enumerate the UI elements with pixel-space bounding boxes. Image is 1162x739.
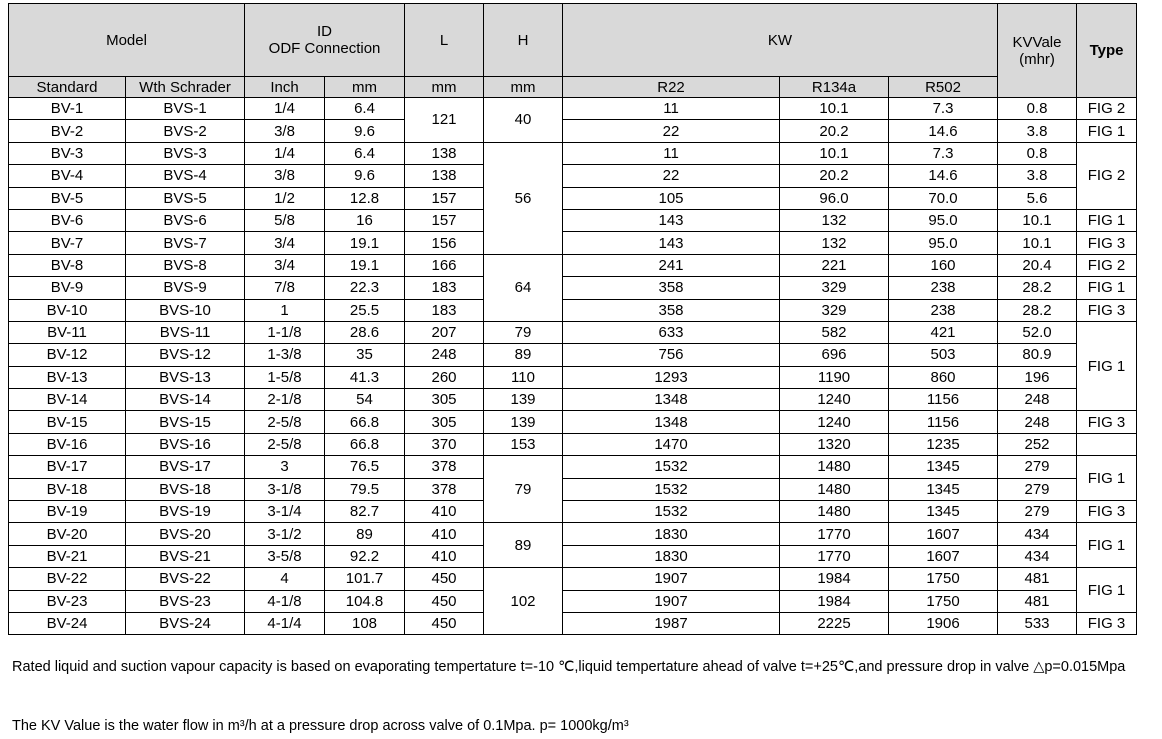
table-row bbox=[9, 254, 1137, 276]
cell-r134a: 1984 bbox=[780, 590, 889, 612]
cell-mm: 54 bbox=[325, 389, 405, 411]
cell-schrader: BVS-15 bbox=[126, 411, 245, 433]
header-model: Model bbox=[9, 4, 245, 77]
cell-kv: 481 bbox=[998, 590, 1077, 612]
table-row bbox=[9, 411, 1137, 433]
cell-r502: 503 bbox=[889, 344, 998, 366]
cell-r134a: 10.1 bbox=[780, 98, 889, 120]
cell-mm: 101.7 bbox=[325, 568, 405, 590]
header-h: H bbox=[484, 4, 563, 77]
table-row bbox=[9, 433, 1137, 455]
cell-inch: 3 bbox=[245, 456, 325, 478]
cell-r502: 1345 bbox=[889, 501, 998, 523]
cell-r134a: 1240 bbox=[780, 411, 889, 433]
cell-standard: BV-12 bbox=[9, 344, 126, 366]
cell-schrader: BVS-24 bbox=[126, 612, 245, 634]
cell-r502: 1156 bbox=[889, 389, 998, 411]
table-row bbox=[9, 98, 1137, 120]
cell-l: 138 bbox=[405, 142, 484, 164]
cell-r134a: 2225 bbox=[780, 612, 889, 634]
cell-type: FIG 3 bbox=[1077, 411, 1137, 433]
cell-inch: 3/4 bbox=[245, 232, 325, 254]
table-row bbox=[9, 120, 1137, 142]
header-inch: Inch bbox=[245, 77, 325, 98]
cell-schrader: BVS-17 bbox=[126, 456, 245, 478]
header-h-mm: mm bbox=[484, 77, 563, 98]
cell-mm: 19.1 bbox=[325, 254, 405, 276]
cell-l: 183 bbox=[405, 299, 484, 321]
cell-l: 248 bbox=[405, 344, 484, 366]
cell-r502: 95.0 bbox=[889, 232, 998, 254]
cell-r22: 1470 bbox=[563, 433, 780, 455]
cell-r22: 1987 bbox=[563, 612, 780, 634]
cell-l: 378 bbox=[405, 478, 484, 500]
cell-standard: BV-14 bbox=[9, 389, 126, 411]
cell-schrader: BVS-19 bbox=[126, 501, 245, 523]
cell-inch: 4 bbox=[245, 568, 325, 590]
cell-r134a: 582 bbox=[780, 321, 889, 343]
table-row bbox=[9, 209, 1137, 231]
cell-l: 183 bbox=[405, 277, 484, 299]
cell-inch: 1 bbox=[245, 299, 325, 321]
cell-kv: 248 bbox=[998, 389, 1077, 411]
cell-standard: BV-11 bbox=[9, 321, 126, 343]
cell-l: 207 bbox=[405, 321, 484, 343]
cell-l: 450 bbox=[405, 590, 484, 612]
cell-r502: 860 bbox=[889, 366, 998, 388]
cell-r22: 1532 bbox=[563, 478, 780, 500]
cell-l: 410 bbox=[405, 545, 484, 567]
cell-r502: 1906 bbox=[889, 612, 998, 634]
cell-h: 139 bbox=[484, 389, 563, 411]
cell-r134a: 1480 bbox=[780, 478, 889, 500]
cell-mm: 19.1 bbox=[325, 232, 405, 254]
cell-l: 378 bbox=[405, 456, 484, 478]
cell-h: 139 bbox=[484, 411, 563, 433]
cell-inch: 4-1/8 bbox=[245, 590, 325, 612]
cell-mm: 12.8 bbox=[325, 187, 405, 209]
cell-r22: 11 bbox=[563, 142, 780, 164]
cell-mm: 66.8 bbox=[325, 411, 405, 433]
cell-kv: 20.4 bbox=[998, 254, 1077, 276]
table-row bbox=[9, 321, 1137, 343]
cell-r502: 1345 bbox=[889, 456, 998, 478]
cell-standard: BV-4 bbox=[9, 165, 126, 187]
kv-value-note: The KV Value is the water flow in m³/h at a pressure drop across valve of 0.1Mpa. p= 1000kg/m³ bbox=[12, 718, 629, 734]
cell-r502: 14.6 bbox=[889, 165, 998, 187]
cell-l: 260 bbox=[405, 366, 484, 388]
cell-r134a: 1480 bbox=[780, 456, 889, 478]
cell-r22: 22 bbox=[563, 120, 780, 142]
cell-standard: BV-8 bbox=[9, 254, 126, 276]
cell-schrader: BVS-9 bbox=[126, 277, 245, 299]
cell-r22: 1907 bbox=[563, 568, 780, 590]
cell-kv: 279 bbox=[998, 456, 1077, 478]
header-r502: R502 bbox=[889, 77, 998, 98]
table-row bbox=[9, 545, 1137, 567]
cell-schrader: BVS-16 bbox=[126, 433, 245, 455]
cell-mm: 28.6 bbox=[325, 321, 405, 343]
cell-l: 410 bbox=[405, 523, 484, 545]
cell-r502: 7.3 bbox=[889, 98, 998, 120]
cell-standard: BV-21 bbox=[9, 545, 126, 567]
cell-mm: 22.3 bbox=[325, 277, 405, 299]
cell-inch: 2-1/8 bbox=[245, 389, 325, 411]
cell-r134a: 96.0 bbox=[780, 187, 889, 209]
cell-r134a: 329 bbox=[780, 299, 889, 321]
cell-r502: 1607 bbox=[889, 545, 998, 567]
cell-kv: 52.0 bbox=[998, 321, 1077, 343]
cell-r22: 105 bbox=[563, 187, 780, 209]
cell-standard: BV-3 bbox=[9, 142, 126, 164]
cell-kv: 533 bbox=[998, 612, 1077, 634]
cell-h: 79 bbox=[484, 321, 563, 343]
cell-r22: 633 bbox=[563, 321, 780, 343]
cell-mm: 16 bbox=[325, 209, 405, 231]
cell-type: FIG 1 bbox=[1077, 120, 1137, 142]
cell-r502: 1750 bbox=[889, 590, 998, 612]
cell-h: 153 bbox=[484, 433, 563, 455]
cell-schrader: BVS-21 bbox=[126, 545, 245, 567]
cell-schrader: BVS-3 bbox=[126, 142, 245, 164]
cell-r134a: 20.2 bbox=[780, 120, 889, 142]
cell-h: 102 bbox=[484, 568, 563, 635]
cell-kv: 5.6 bbox=[998, 187, 1077, 209]
cell-kv: 481 bbox=[998, 568, 1077, 590]
cell-r502: 238 bbox=[889, 277, 998, 299]
header-id: ID ODF Connection bbox=[245, 4, 405, 77]
cell-schrader: BVS-2 bbox=[126, 120, 245, 142]
cell-r134a: 1480 bbox=[780, 501, 889, 523]
cell-kv: 3.8 bbox=[998, 165, 1077, 187]
cell-r502: 238 bbox=[889, 299, 998, 321]
cell-h: 56 bbox=[484, 142, 563, 254]
cell-r22: 241 bbox=[563, 254, 780, 276]
header-schrader: Wth Schrader bbox=[126, 77, 245, 98]
cell-r22: 756 bbox=[563, 344, 780, 366]
cell-inch: 1-3/8 bbox=[245, 344, 325, 366]
header-r22: R22 bbox=[563, 77, 780, 98]
table-row bbox=[9, 501, 1137, 523]
cell-schrader: BVS-8 bbox=[126, 254, 245, 276]
cell-type: FIG 1 bbox=[1077, 523, 1137, 568]
cell-inch: 3-1/2 bbox=[245, 523, 325, 545]
table-row bbox=[9, 142, 1137, 164]
cell-inch: 3-1/8 bbox=[245, 478, 325, 500]
cell-r22: 1830 bbox=[563, 545, 780, 567]
capacity-note: Rated liquid and suction vapour capacity is based on evaporating tempertature t=-10 ℃,liquid tempertature ahead of valve t=+25℃,and pressure drop in valve △p=0.015Mpa bbox=[12, 659, 1126, 675]
cell-standard: BV-5 bbox=[9, 187, 126, 209]
cell-l: 157 bbox=[405, 209, 484, 231]
cell-h: 40 bbox=[484, 98, 563, 143]
cell-r22: 358 bbox=[563, 277, 780, 299]
cell-h: 110 bbox=[484, 366, 563, 388]
cell-standard: BV-6 bbox=[9, 209, 126, 231]
cell-mm: 25.5 bbox=[325, 299, 405, 321]
table-row bbox=[9, 389, 1137, 411]
header-l: L bbox=[405, 4, 484, 77]
cell-r134a: 1190 bbox=[780, 366, 889, 388]
cell-r22: 11 bbox=[563, 98, 780, 120]
cell-inch: 5/8 bbox=[245, 209, 325, 231]
cell-inch: 3/8 bbox=[245, 165, 325, 187]
cell-r502: 1156 bbox=[889, 411, 998, 433]
cell-r502: 1750 bbox=[889, 568, 998, 590]
table-row bbox=[9, 523, 1137, 545]
cell-r134a: 221 bbox=[780, 254, 889, 276]
cell-inch: 3/8 bbox=[245, 120, 325, 142]
cell-r134a: 696 bbox=[780, 344, 889, 366]
cell-standard: BV-24 bbox=[9, 612, 126, 634]
cell-type: FIG 1 bbox=[1077, 277, 1137, 299]
cell-schrader: BVS-10 bbox=[126, 299, 245, 321]
cell-inch: 3-5/8 bbox=[245, 545, 325, 567]
cell-type: FIG 1 bbox=[1077, 321, 1137, 411]
cell-r134a: 1770 bbox=[780, 523, 889, 545]
cell-r502: 70.0 bbox=[889, 187, 998, 209]
cell-schrader: BVS-23 bbox=[126, 590, 245, 612]
cell-r22: 1348 bbox=[563, 389, 780, 411]
cell-schrader: BVS-22 bbox=[126, 568, 245, 590]
cell-r134a: 1240 bbox=[780, 389, 889, 411]
cell-kv: 252 bbox=[998, 433, 1077, 455]
cell-inch: 1/4 bbox=[245, 98, 325, 120]
cell-inch: 7/8 bbox=[245, 277, 325, 299]
cell-type: FIG 2 bbox=[1077, 254, 1137, 276]
cell-standard: BV-23 bbox=[9, 590, 126, 612]
cell-inch: 2-5/8 bbox=[245, 433, 325, 455]
cell-mm: 76.5 bbox=[325, 456, 405, 478]
cell-inch: 3/4 bbox=[245, 254, 325, 276]
cell-r502: 95.0 bbox=[889, 209, 998, 231]
cell-mm: 82.7 bbox=[325, 501, 405, 523]
cell-inch: 1-1/8 bbox=[245, 321, 325, 343]
cell-kv: 196 bbox=[998, 366, 1077, 388]
cell-type: FIG 2 bbox=[1077, 98, 1137, 120]
table-row bbox=[9, 344, 1137, 366]
cell-l: 450 bbox=[405, 568, 484, 590]
cell-kv: 279 bbox=[998, 478, 1077, 500]
cell-mm: 104.8 bbox=[325, 590, 405, 612]
cell-inch: 3-1/4 bbox=[245, 501, 325, 523]
cell-l: 410 bbox=[405, 501, 484, 523]
cell-l: 305 bbox=[405, 389, 484, 411]
cell-mm: 92.2 bbox=[325, 545, 405, 567]
header-type: Type bbox=[1077, 4, 1137, 98]
cell-type: FIG 1 bbox=[1077, 456, 1137, 501]
table-row bbox=[9, 366, 1137, 388]
table-row bbox=[9, 590, 1137, 612]
cell-r22: 358 bbox=[563, 299, 780, 321]
cell-r134a: 1320 bbox=[780, 433, 889, 455]
cell-mm: 6.4 bbox=[325, 98, 405, 120]
cell-standard: BV-2 bbox=[9, 120, 126, 142]
cell-r22: 143 bbox=[563, 209, 780, 231]
cell-mm: 9.6 bbox=[325, 165, 405, 187]
header-l-mm: mm bbox=[405, 77, 484, 98]
table-row bbox=[9, 232, 1137, 254]
cell-mm: 108 bbox=[325, 612, 405, 634]
cell-r134a: 132 bbox=[780, 209, 889, 231]
cell-kv: 0.8 bbox=[998, 98, 1077, 120]
cell-kv: 3.8 bbox=[998, 120, 1077, 142]
cell-kv: 434 bbox=[998, 523, 1077, 545]
cell-r134a: 1984 bbox=[780, 568, 889, 590]
cell-kv: 279 bbox=[998, 501, 1077, 523]
cell-standard: BV-20 bbox=[9, 523, 126, 545]
cell-kv: 248 bbox=[998, 411, 1077, 433]
cell-r134a: 132 bbox=[780, 232, 889, 254]
cell-kv: 28.2 bbox=[998, 277, 1077, 299]
cell-standard: BV-19 bbox=[9, 501, 126, 523]
cell-kv: 0.8 bbox=[998, 142, 1077, 164]
cell-r502: 160 bbox=[889, 254, 998, 276]
cell-schrader: BVS-1 bbox=[126, 98, 245, 120]
cell-type: FIG 3 bbox=[1077, 612, 1137, 634]
cell-l: 157 bbox=[405, 187, 484, 209]
cell-schrader: BVS-14 bbox=[126, 389, 245, 411]
cell-inch: 2-5/8 bbox=[245, 411, 325, 433]
cell-standard: BV-13 bbox=[9, 366, 126, 388]
cell-h: 79 bbox=[484, 456, 563, 523]
cell-standard: BV-1 bbox=[9, 98, 126, 120]
cell-schrader: BVS-20 bbox=[126, 523, 245, 545]
cell-schrader: BVS-13 bbox=[126, 366, 245, 388]
table-row bbox=[9, 568, 1137, 590]
cell-kv: 10.1 bbox=[998, 232, 1077, 254]
cell-type: FIG 3 bbox=[1077, 232, 1137, 254]
cell-kv: 434 bbox=[998, 545, 1077, 567]
cell-r502: 421 bbox=[889, 321, 998, 343]
cell-kv: 28.2 bbox=[998, 299, 1077, 321]
table-row bbox=[9, 277, 1137, 299]
cell-r22: 1532 bbox=[563, 456, 780, 478]
cell-kv: 10.1 bbox=[998, 209, 1077, 231]
header-kv: KVVale (mhr) bbox=[998, 4, 1077, 98]
cell-r502: 1607 bbox=[889, 523, 998, 545]
cell-mm: 6.4 bbox=[325, 142, 405, 164]
cell-r22: 1348 bbox=[563, 411, 780, 433]
header-standard: Standard bbox=[9, 77, 126, 98]
cell-schrader: BVS-5 bbox=[126, 187, 245, 209]
header-kw: KW bbox=[563, 4, 998, 77]
cell-r502: 1235 bbox=[889, 433, 998, 455]
cell-standard: BV-17 bbox=[9, 456, 126, 478]
cell-schrader: BVS-6 bbox=[126, 209, 245, 231]
cell-l: 138 bbox=[405, 165, 484, 187]
cell-r22: 1830 bbox=[563, 523, 780, 545]
cell-schrader: BVS-12 bbox=[126, 344, 245, 366]
cell-standard: BV-22 bbox=[9, 568, 126, 590]
valve-spec-table bbox=[8, 3, 1137, 635]
cell-r134a: 10.1 bbox=[780, 142, 889, 164]
header-r134a: R134a bbox=[780, 77, 889, 98]
cell-r22: 22 bbox=[563, 165, 780, 187]
cell-type: FIG 1 bbox=[1077, 209, 1137, 231]
table-row bbox=[9, 165, 1137, 187]
table-row bbox=[9, 299, 1137, 321]
table-row bbox=[9, 456, 1137, 478]
cell-type: FIG 2 bbox=[1077, 142, 1137, 209]
cell-standard: BV-10 bbox=[9, 299, 126, 321]
cell-inch: 1/2 bbox=[245, 187, 325, 209]
cell-type: FIG 1 bbox=[1077, 568, 1137, 613]
table-row bbox=[9, 478, 1137, 500]
cell-r134a: 329 bbox=[780, 277, 889, 299]
header-id-mm: mm bbox=[325, 77, 405, 98]
cell-schrader: BVS-11 bbox=[126, 321, 245, 343]
cell-mm: 41.3 bbox=[325, 366, 405, 388]
cell-l: 121 bbox=[405, 98, 484, 143]
cell-inch: 1/4 bbox=[245, 142, 325, 164]
cell-schrader: BVS-7 bbox=[126, 232, 245, 254]
cell-mm: 9.6 bbox=[325, 120, 405, 142]
cell-standard: BV-7 bbox=[9, 232, 126, 254]
cell-schrader: BVS-18 bbox=[126, 478, 245, 500]
cell-r134a: 1770 bbox=[780, 545, 889, 567]
cell-schrader: BVS-4 bbox=[126, 165, 245, 187]
cell-mm: 89 bbox=[325, 523, 405, 545]
cell-r502: 1345 bbox=[889, 478, 998, 500]
cell-type bbox=[1077, 433, 1137, 455]
table-body bbox=[9, 98, 1137, 635]
cell-standard: BV-9 bbox=[9, 277, 126, 299]
cell-l: 156 bbox=[405, 232, 484, 254]
cell-mm: 79.5 bbox=[325, 478, 405, 500]
cell-standard: BV-18 bbox=[9, 478, 126, 500]
cell-h: 89 bbox=[484, 344, 563, 366]
cell-l: 166 bbox=[405, 254, 484, 276]
cell-r502: 14.6 bbox=[889, 120, 998, 142]
cell-r134a: 20.2 bbox=[780, 165, 889, 187]
cell-r502: 7.3 bbox=[889, 142, 998, 164]
cell-h: 89 bbox=[484, 523, 563, 568]
cell-standard: BV-16 bbox=[9, 433, 126, 455]
table-row bbox=[9, 612, 1137, 634]
cell-r22: 1907 bbox=[563, 590, 780, 612]
cell-l: 450 bbox=[405, 612, 484, 634]
cell-r22: 1532 bbox=[563, 501, 780, 523]
cell-mm: 66.8 bbox=[325, 433, 405, 455]
cell-l: 370 bbox=[405, 433, 484, 455]
cell-l: 305 bbox=[405, 411, 484, 433]
cell-inch: 4-1/4 bbox=[245, 612, 325, 634]
cell-type: FIG 3 bbox=[1077, 501, 1137, 523]
cell-type: FIG 3 bbox=[1077, 299, 1137, 321]
cell-h: 64 bbox=[484, 254, 563, 321]
cell-mm: 35 bbox=[325, 344, 405, 366]
cell-r22: 143 bbox=[563, 232, 780, 254]
cell-r22: 1293 bbox=[563, 366, 780, 388]
table-row bbox=[9, 187, 1137, 209]
cell-inch: 1-5/8 bbox=[245, 366, 325, 388]
cell-standard: BV-15 bbox=[9, 411, 126, 433]
cell-kv: 80.9 bbox=[998, 344, 1077, 366]
